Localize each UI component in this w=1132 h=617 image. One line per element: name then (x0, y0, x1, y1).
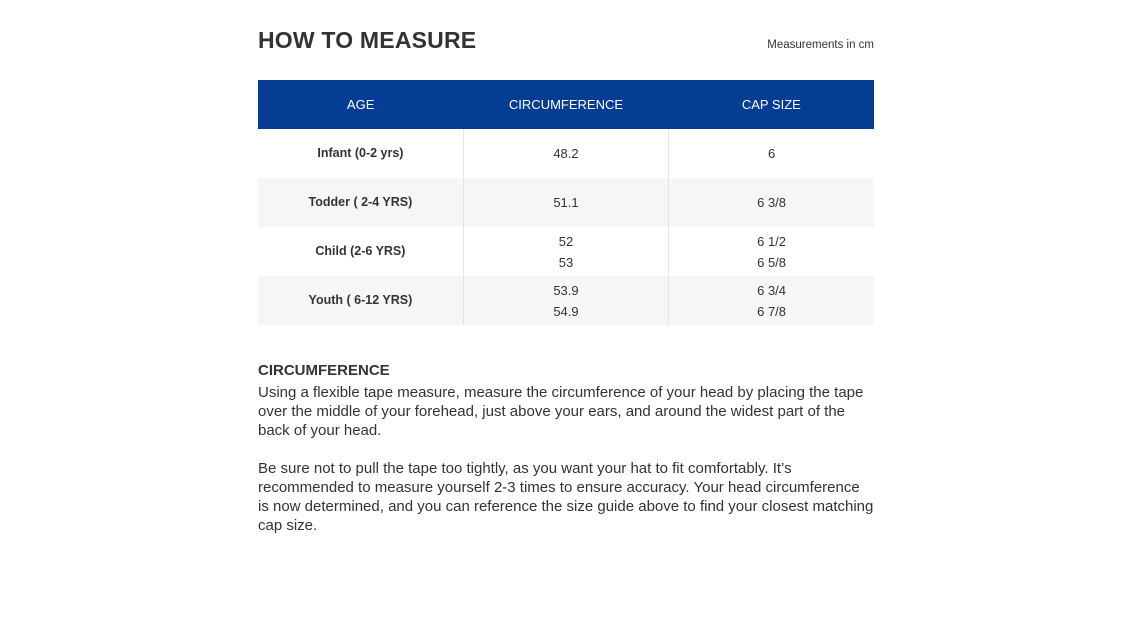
cap-size-value: 6 3/4 (757, 282, 787, 298)
table-row (258, 129, 874, 178)
tips-paragraph: Be sure not to pull the tape too tightly, as you want your hat to fit comfortably. It’s recommended to measure yourself 2-3 times to ensure accuracy. Your head circumference is now determined, and you can reference the size guide above to find your closest matching cap size. (258, 460, 874, 534)
circumference-value: 52 (558, 233, 574, 249)
table-row (258, 227, 874, 276)
units-note: Measurements in cm (767, 39, 874, 51)
cap-size-cell (669, 227, 874, 276)
cap-size-cell (669, 129, 874, 178)
circumference-value: 53 (558, 254, 574, 270)
cap-size-cell (669, 276, 874, 325)
size-guide-header (258, 0, 874, 80)
size-table-body (258, 129, 874, 325)
circumference-cell (463, 178, 668, 227)
column-header-cap-size: CAP SIZE (669, 80, 874, 129)
page-title: HOW TO MEASURE (258, 27, 477, 53)
circumference-cell (463, 227, 668, 276)
circumference-section (258, 362, 874, 535)
size-table (258, 80, 874, 325)
circumference-value: 54.9 (553, 303, 579, 319)
section-heading: CIRCUMFERENCE (258, 362, 390, 379)
table-row (258, 178, 874, 227)
age-cell: Child (2-6 YRS) (258, 227, 463, 276)
circumference-cell (463, 276, 668, 325)
cap-size-value: 6 3/8 (757, 195, 787, 210)
header-row (258, 80, 874, 129)
table-row (258, 276, 874, 325)
age-cell: Infant (0-2 yrs) (258, 129, 463, 178)
circumference-value: 51.1 (553, 195, 579, 210)
cap-size-value: 6 5/8 (757, 254, 787, 270)
column-header-age: AGE (258, 80, 463, 129)
circumference-cell (463, 129, 668, 178)
cap-size-cell (669, 178, 874, 227)
size-guide (258, 0, 874, 535)
circumference-value: 48.2 (553, 146, 579, 161)
instructions-paragraph: Using a flexible tape measure, measure the circumference of your head by placing the tape over the middle of your forehead, just above your ears, and around the widest part of the back of your head. (258, 384, 864, 439)
cap-size-value: 6 (767, 146, 776, 161)
circumference-value: 53.9 (553, 282, 579, 298)
column-header-circumference: CIRCUMFERENCE (463, 80, 668, 129)
cap-size-value: 6 7/8 (757, 303, 787, 319)
size-table-header (258, 80, 874, 129)
cap-size-value: 6 1/2 (757, 233, 787, 249)
age-cell: Todder ( 2-4 YRS) (258, 178, 463, 227)
age-cell: Youth ( 6-12 YRS) (258, 276, 463, 325)
